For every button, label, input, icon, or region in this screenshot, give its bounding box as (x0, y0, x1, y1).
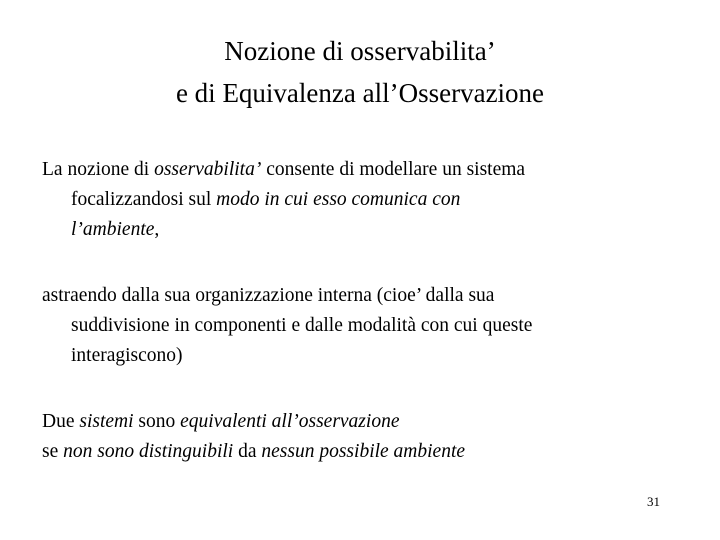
italic-term: sistemi (79, 411, 134, 432)
paragraph-equivalence (42, 407, 654, 467)
text-span: se (42, 441, 64, 462)
page-number: 31 (647, 494, 660, 509)
italic-term: non sono distinguibili (63, 441, 234, 462)
text-span: consente di modellare un sistema (261, 159, 526, 180)
paragraph-line: interagiscono) (71, 345, 183, 366)
italic-term: modo in cui esso comunica con (216, 189, 461, 210)
paragraph-line: astraendo dalla sua organizzazione interna (cioe’ dalla sua (42, 285, 495, 306)
text-span: Due (42, 411, 80, 432)
title-line-2: e di Equivalenza all’Osservazione (175, 78, 545, 108)
italic-term: l’ambiente (71, 219, 155, 240)
title-line-1: Nozione di osservabilita’ (224, 36, 496, 66)
text-span: , (154, 219, 160, 240)
paragraph-abstraction (42, 281, 654, 371)
slide-title (0, 30, 720, 114)
paragraph-line (42, 407, 654, 437)
text-span: sono (133, 411, 181, 432)
text-span: La nozione di (42, 159, 155, 180)
paragraph-line (42, 437, 654, 467)
paragraph-line (42, 215, 654, 245)
italic-term: osservabilita’ (154, 159, 262, 180)
paragraph-line: suddivisione in componenti e dalle modalità con cui queste (71, 315, 533, 336)
italic-term: nessun possibile ambiente (261, 441, 466, 462)
paragraph-line (42, 155, 654, 185)
paragraph-observability (42, 155, 654, 245)
text-span: da (233, 441, 262, 462)
paragraph-line (42, 185, 654, 215)
italic-term: equivalenti all’osservazione (180, 411, 400, 432)
text-span: focalizzandosi sul (71, 189, 217, 210)
